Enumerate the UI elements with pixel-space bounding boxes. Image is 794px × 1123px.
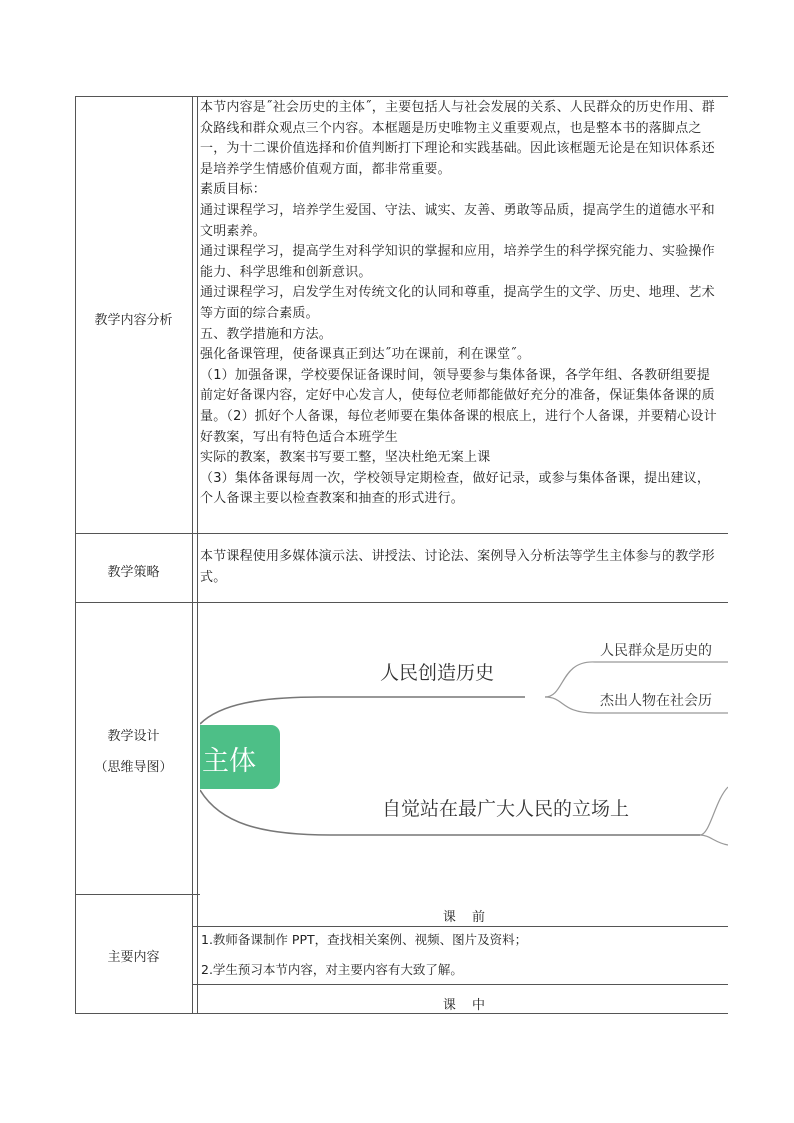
sub-branch-label: 人民群众是历史的 (600, 643, 712, 659)
during-class-header: 课 中 (442, 998, 492, 1013)
analysis-paragraph: 五、教学措施和方法。 (200, 326, 333, 342)
column-divider (197, 96, 198, 1013)
row-divider (75, 602, 728, 603)
branch-label: 自觉站在最广大人民的立场上 (382, 798, 630, 820)
table-border-top (75, 96, 728, 97)
analysis-paragraph: 通过课程学习，启发学生对传统文化的认同和尊重，提高学生的文学、历史、地理、艺术等方面的综合素质。 (200, 285, 715, 321)
table-border-left (75, 96, 76, 1013)
row-label-design-sub: （思维导图） (94, 760, 173, 775)
sub-divider (192, 984, 728, 985)
branch-label: 人民创造历史 (380, 662, 495, 684)
row-label-design: 教学设计 (107, 729, 160, 744)
mind-map (200, 605, 728, 895)
mind-map-drawing (200, 605, 728, 895)
sub-branch-label: 杰出人物在社会历 (600, 693, 712, 709)
table-border-bottom (75, 1013, 728, 1014)
list-item: 2.学生预习本节内容，对主要内容有大致了解。 (201, 962, 463, 977)
row-label-main: 主要内容 (107, 950, 160, 965)
analysis-paragraph: 实际的教案，教案书写要工整，坚决杜绝无案上课 (200, 450, 491, 466)
before-class-header: 课 前 (442, 910, 492, 925)
analysis-paragraph: （3）集体备课每周一次，学校领导定期检查，做好记录，或参与集体备课，提出建议，个人备课主要以检查教案和抽查的形式进行。 (200, 470, 711, 507)
row-label-analysis: 教学内容分析 (94, 313, 173, 328)
analysis-paragraph: 本节内容是˝社会历史的主体˝，主要包括人与社会发展的关系、人民群众的历史作用、群众路线和群众观点三个内容。本框题是历史唯物主义重要观点，也是整本书的落脚点之一，为十二课价值选择和价值判断打下理论和实践基础。因此该框题无论是在知识体系还是培养学生情感价值观方面，都非常重要。 (200, 100, 716, 177)
analysis-paragraph: 通过课程学习，提高学生对科学知识的掌握和应用，培养学生的科学探究能力、实验操作能力、科学思维和创新意识。 (200, 244, 715, 280)
analysis-content (200, 98, 723, 510)
sub-divider (192, 926, 728, 927)
row-divider (75, 533, 728, 534)
central-node-label: 主体 (202, 746, 256, 776)
analysis-paragraph: 素质目标： (200, 182, 267, 198)
analysis-paragraph: 通过课程学习，培养学生爱国、守法、诚实、友善、勇敢等品质，提高学生的道德水平和文明素养。 (200, 202, 715, 239)
analysis-paragraph: （1）加强备课，学校要保证备课时间，领导要参与集体备课，各学年组、各教研组要提前定好备课内容，定好中心发言人，使每位老师都能做好充分的准备，保证集体备课的质量。（2）抓好个人备课，每位老师要在集体备课的根底上，进行个人备课，并要精心设计好教案，写出有特色适合本班学生 (200, 367, 717, 445)
list-item: 1.教师备课制作 PPT，查找相关案例、视频、图片及资料； (201, 932, 528, 947)
analysis-paragraph: 强化备课管理，使备课真正到达˝功在课前，利在课堂˝。 (200, 347, 531, 363)
strategy-content: 本节课程使用多媒体演示法、讲授法、讨论法、案例导入分析法等学生主体参与的教学形式。 (200, 549, 715, 585)
column-divider (192, 96, 193, 1013)
row-label-strategy: 教学策略 (107, 565, 160, 580)
lesson-plan-table (75, 96, 728, 1013)
